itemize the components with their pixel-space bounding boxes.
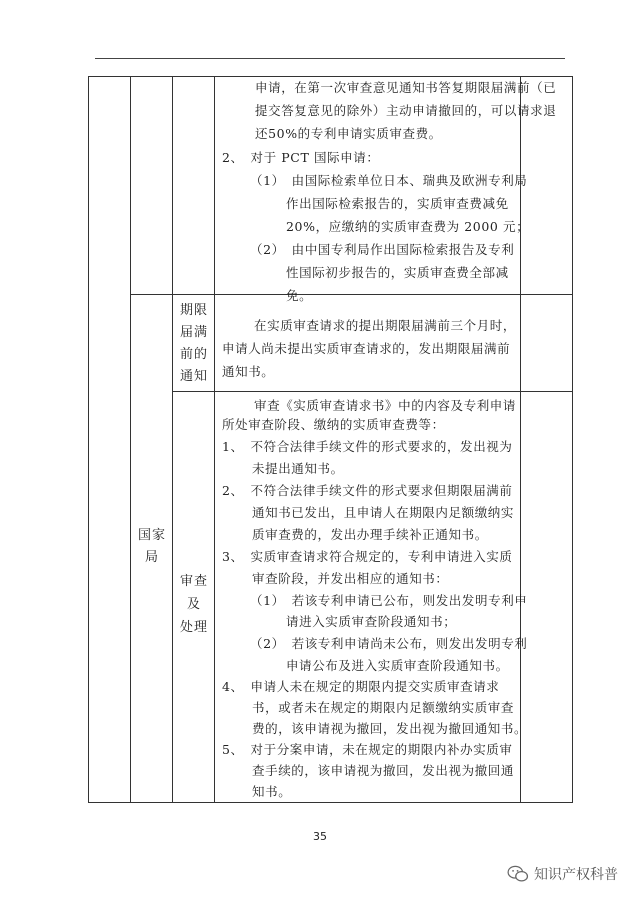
section3-line: （2） 若该专利申请尚未公布，则发出发明专利 (250, 636, 528, 651)
section3-line: 申请公布及进入实质审查阶段通知书。 (286, 658, 509, 673)
section1-line: 2、 对于 PCT 国际申请： (222, 150, 380, 165)
section3-line: 2、 不符合法律手续文件的形式要求但期限届满前 (222, 483, 513, 498)
section3-line: （1） 若该专利申请已公布，则发出发明专利申 (250, 593, 528, 608)
section1-line: （2） 由中国专利局作出国际检索报告及专利 (250, 242, 515, 257)
section3-line: 5、 对于分案申请，未在规定的期限内补办实质审 (222, 742, 513, 757)
section1-line: （1） 由国际检索单位日本、瑞典及欧洲专利局 (250, 173, 528, 188)
section1-line: 免。 (286, 288, 313, 303)
header-rule (95, 58, 565, 59)
section3-line: 4、 申请人未在规定的期限内提交实质审查请求 (222, 679, 500, 694)
section2-label: 期限 届满 前的 通知 (179, 303, 208, 384)
section1-line: 20%，应缴纳的实质审查费为 2000 元； (286, 219, 530, 234)
section1-line: 性国际初步报告的，实质审查费全部减 (286, 265, 509, 280)
section3-line: 书，或者未在规定的期限内足额缴纳实质审查 (252, 700, 515, 715)
section3-label: 审查 及 处理 (179, 574, 208, 635)
page-number: 35 (313, 830, 327, 843)
section1-line: 还50%的专利申请实质审查费。 (255, 126, 442, 141)
section1-line: 申请，在第一次审查意见通知书答复期限届满前（已 (255, 80, 557, 95)
watermark-text: 知识产权科普 (534, 867, 618, 883)
section3-line: 通知书已发出，且申请人在期限内足额缴纳实 (252, 505, 515, 520)
section2-line: 在实质审查请求的提出期限届满前三个月时， (254, 318, 517, 333)
section2-line: 申请人尚未提出实质审查请求的，发出期限届满前 (222, 341, 511, 356)
section1-line: 作出国际检索报告的，实质审查费减免 (286, 196, 509, 211)
section3-line: 查手续的，该申请视为撤回，发出视为撤回通 (252, 763, 515, 778)
section3-line: 审查阶段，并发出相应的通知书： (252, 571, 449, 586)
section3-line: 请进入实质审查阶段通知书； (286, 614, 457, 629)
section3-line: 3、 实质审查请求符合规定的，专利申请进入实质 (222, 549, 513, 564)
section3-line: 1、 不符合法律手续文件的形式要求的，发出视为 (222, 439, 513, 454)
section3-line: 审查《实质审查请求书》中的内容及专利申请 (254, 398, 517, 413)
section3-line: 费的，该申请视为撤回，发出视为撤回通知书。 (252, 721, 528, 736)
section1-line: 提交答复意见的除外）主动申请撤回的，可以请求退 (255, 103, 557, 118)
section3-line: 质审查费的，发出办理手续补正通知书。 (252, 527, 488, 542)
section3-line: 知书。 (252, 784, 292, 799)
wechat-icon (507, 865, 529, 883)
section3-line: 所处审查阶段、缴纳的实质审查费等： (222, 417, 445, 432)
watermark (507, 864, 618, 884)
org-label: 国家 局 (137, 528, 166, 565)
section3-line: 未提出通知书。 (252, 461, 344, 476)
section2-line: 通知书。 (222, 364, 275, 379)
